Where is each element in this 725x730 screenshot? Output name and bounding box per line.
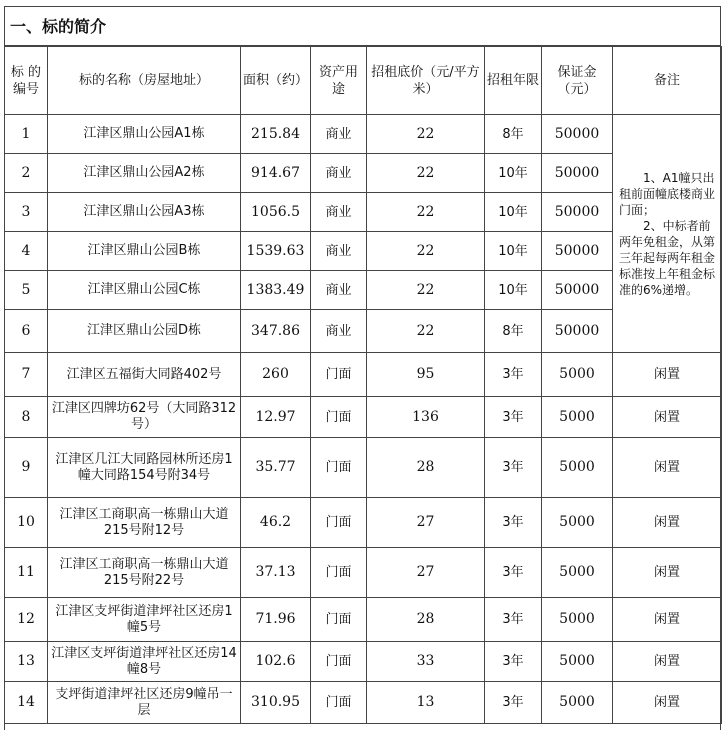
cell-area: 914.67	[241, 154, 311, 193]
cell-name: 江津区几江大同路园林所还房1幢大同路154号附34号	[48, 438, 241, 498]
cell-area: 12.97	[241, 397, 311, 438]
header-use: 资产用途	[311, 47, 367, 115]
cell-id: 7	[5, 353, 48, 397]
cell-name: 江津区支坪街道津坪社区还房1幢5号	[48, 598, 241, 642]
cell-term: 3年	[485, 438, 542, 498]
cell-name: 江津区鼎山公园C栋	[48, 271, 241, 310]
header-deposit: 保证金（元）	[542, 47, 613, 115]
cell-price: 22	[367, 271, 485, 310]
cell-area: 1056.5	[241, 193, 311, 232]
cell-price: 28	[367, 438, 485, 498]
cell-term: 8年	[485, 115, 542, 154]
cell-area: 46.2	[241, 498, 311, 548]
cell-remark: 闲置	[613, 598, 722, 642]
header-price: 招租底价（元/平方米）	[367, 47, 485, 115]
cell-price: 22	[367, 115, 485, 154]
table-row	[5, 353, 722, 397]
table-row	[5, 397, 722, 438]
cell-area: 71.96	[241, 598, 311, 642]
cell-id: 4	[5, 232, 48, 271]
cell-name: 江津区五福街大同路402号	[48, 353, 241, 397]
cell-price: 33	[367, 642, 485, 682]
cell-term: 3年	[485, 642, 542, 682]
cell-deposit: 50000	[542, 271, 613, 310]
cell-id: 12	[5, 598, 48, 642]
cell-deposit: 5000	[542, 548, 613, 598]
property-table	[4, 46, 722, 724]
cell-use: 门面	[311, 598, 367, 642]
cell-price: 22	[367, 193, 485, 232]
cell-term: 3年	[485, 598, 542, 642]
header-name: 标的名称（房屋地址）	[48, 47, 241, 115]
cell-price: 22	[367, 232, 485, 271]
cell-term: 10年	[485, 232, 542, 271]
header-term: 招租年限	[485, 47, 542, 115]
note-line-1: 1、A1幢只出租前面幢底楼商业门面；	[619, 170, 716, 217]
header-remark: 备注	[613, 47, 722, 115]
cell-deposit: 5000	[542, 682, 613, 724]
cell-use: 商业	[311, 193, 367, 232]
cell-name: 江津区鼎山公园D栋	[48, 310, 241, 353]
cell-price: 22	[367, 154, 485, 193]
merged-note-cell	[613, 115, 722, 353]
cell-id: 11	[5, 548, 48, 598]
cell-price: 27	[367, 498, 485, 548]
cell-term: 10年	[485, 271, 542, 310]
cell-price: 13	[367, 682, 485, 724]
cell-deposit: 5000	[542, 353, 613, 397]
table-row	[5, 548, 722, 598]
cell-price: 95	[367, 353, 485, 397]
cell-use: 商业	[311, 154, 367, 193]
cell-area: 1539.63	[241, 232, 311, 271]
cell-use: 门面	[311, 498, 367, 548]
cell-term: 3年	[485, 682, 542, 724]
cell-deposit: 50000	[542, 115, 613, 154]
cell-id: 14	[5, 682, 48, 724]
cell-deposit: 50000	[542, 193, 613, 232]
cell-deposit: 5000	[542, 438, 613, 498]
table-row	[5, 682, 722, 724]
cell-name: 江津区鼎山公园A2栋	[48, 154, 241, 193]
cell-name: 江津区工商职高一栋鼎山大道215号附12号	[48, 498, 241, 548]
table-row	[5, 598, 722, 642]
cell-id: 3	[5, 193, 48, 232]
cell-term: 3年	[485, 548, 542, 598]
cell-use: 商业	[311, 115, 367, 154]
cell-name: 江津区工商职高一栋鼎山大道215号附22号	[48, 548, 241, 598]
cell-remark: 闲置	[613, 682, 722, 724]
cell-id: 10	[5, 498, 48, 548]
cell-term: 3年	[485, 397, 542, 438]
cell-area: 310.95	[241, 682, 311, 724]
cell-use: 门面	[311, 438, 367, 498]
cell-name: 江津区鼎山公园A3栋	[48, 193, 241, 232]
cell-use: 商业	[311, 232, 367, 271]
cell-id: 1	[5, 115, 48, 154]
cell-price: 27	[367, 548, 485, 598]
cell-area: 347.86	[241, 310, 311, 353]
cell-remark: 闲置	[613, 548, 722, 598]
header-area: 面积（约）	[241, 47, 311, 115]
table-header-row	[5, 47, 722, 115]
cell-id: 6	[5, 310, 48, 353]
cell-term: 8年	[485, 310, 542, 353]
cell-name: 江津区支坪街道津坪社区还房14幢8号	[48, 642, 241, 682]
cell-area: 35.77	[241, 438, 311, 498]
cell-deposit: 50000	[542, 310, 613, 353]
cell-deposit: 50000	[542, 232, 613, 271]
cell-area: 260	[241, 353, 311, 397]
cell-use: 商业	[311, 271, 367, 310]
cell-remark: 闲置	[613, 438, 722, 498]
cell-id: 13	[5, 642, 48, 682]
cell-area: 215.84	[241, 115, 311, 154]
cell-remark: 闲置	[613, 353, 722, 397]
cell-remark: 闲置	[613, 397, 722, 438]
cell-name: 支坪街道津坪社区还房9幢吊一层	[48, 682, 241, 724]
cell-term: 3年	[485, 353, 542, 397]
cell-use: 门面	[311, 353, 367, 397]
cell-use: 门面	[311, 397, 367, 438]
cell-id: 9	[5, 438, 48, 498]
cell-use: 商业	[311, 310, 367, 353]
cell-term: 3年	[485, 498, 542, 548]
cell-area: 102.6	[241, 642, 311, 682]
table-row	[5, 115, 722, 154]
section-title: 一、标的简介	[4, 6, 721, 46]
table-row	[5, 438, 722, 498]
cell-use: 门面	[311, 642, 367, 682]
cell-area: 1383.49	[241, 271, 311, 310]
cell-id: 8	[5, 397, 48, 438]
cell-id: 5	[5, 271, 48, 310]
cell-remark: 闲置	[613, 498, 722, 548]
cell-term: 10年	[485, 154, 542, 193]
cell-area: 37.13	[241, 548, 311, 598]
cell-deposit: 5000	[542, 498, 613, 548]
table-row	[5, 642, 722, 682]
cell-term: 10年	[485, 193, 542, 232]
cell-name: 江津区鼎山公园A1栋	[48, 115, 241, 154]
cell-deposit: 5000	[542, 598, 613, 642]
table-row	[5, 498, 722, 548]
header-id: 标 的编号	[5, 47, 48, 115]
cell-use: 门面	[311, 682, 367, 724]
cell-price: 28	[367, 598, 485, 642]
cell-id: 2	[5, 154, 48, 193]
cell-deposit: 50000	[542, 154, 613, 193]
cell-price: 136	[367, 397, 485, 438]
cell-use: 门面	[311, 548, 367, 598]
cell-remark: 闲置	[613, 642, 722, 682]
cell-price: 22	[367, 310, 485, 353]
cell-name: 江津区鼎山公园B栋	[48, 232, 241, 271]
cell-deposit: 5000	[542, 642, 613, 682]
note-line-2: 2、中标者前两年免租金，从第三年起每两年租金标准按上年租金标准的6%递增。	[619, 218, 716, 297]
cell-deposit: 5000	[542, 397, 613, 438]
cell-name: 江津区四牌坊62号（大同路312号）	[48, 397, 241, 438]
